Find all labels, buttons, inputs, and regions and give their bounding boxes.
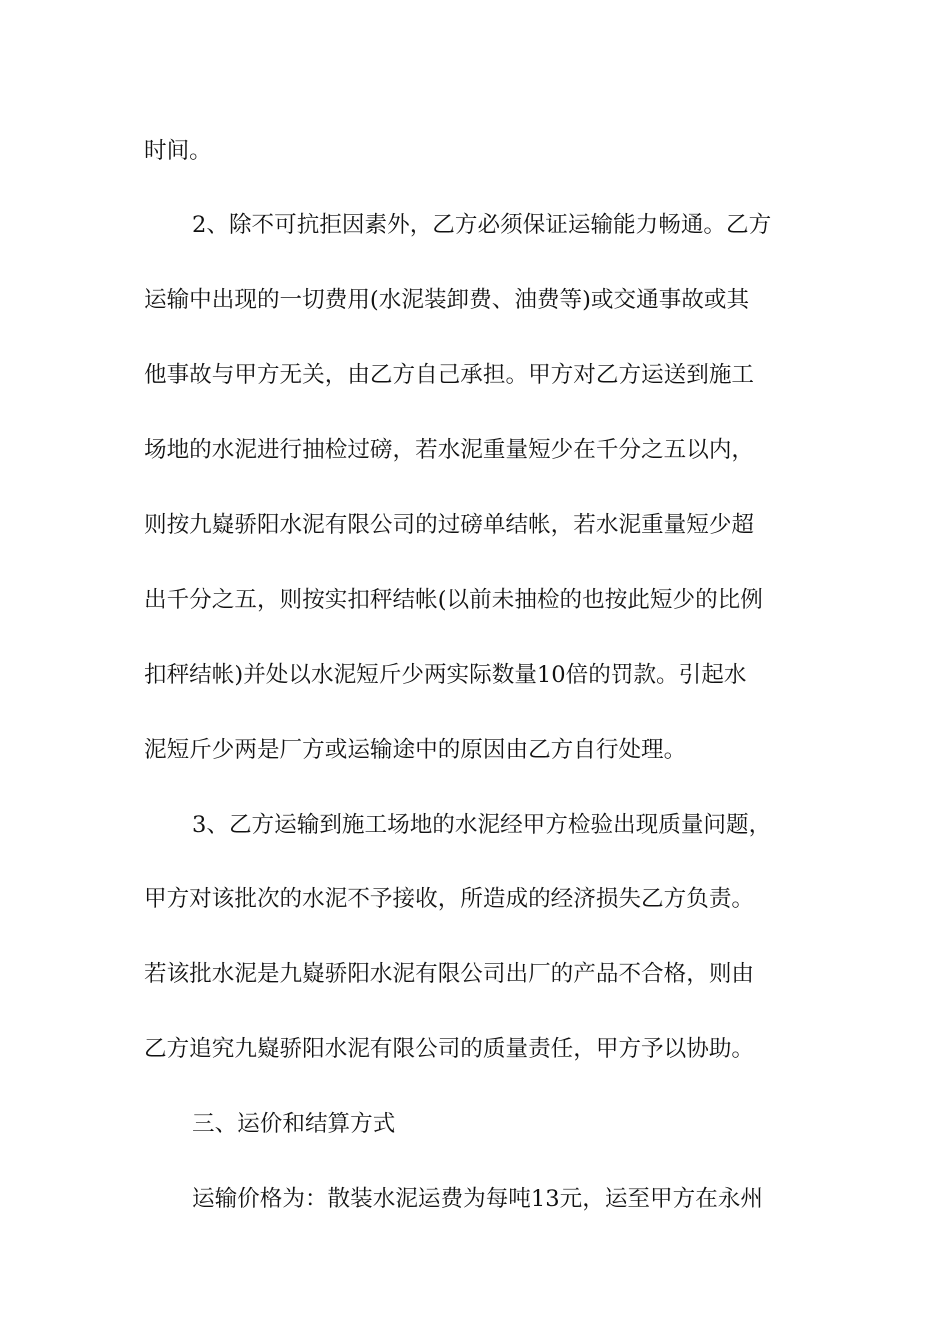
text-line-9: 泥短斤少两是厂方或运输途中的原因由乙方自行处理。 xyxy=(144,737,687,763)
text-line-5: 场地的水泥进行抽检过磅，若水泥重量短少在千分之五以内， xyxy=(144,437,755,463)
text-line-15: 运输价格为：散装水泥运费为每吨13元，运至甲方在永州 xyxy=(192,1186,763,1212)
text-line-13: 乙方追究九嶷骄阳水泥有限公司的质量责任，甲方予以协助。 xyxy=(144,1036,755,1062)
text-line-4: 他事故与甲方无关，由乙方自己承担。甲方对乙方运送到施工 xyxy=(144,362,755,388)
text-line-12: 若该批水泥是九嶷骄阳水泥有限公司出厂的产品不合格，则由 xyxy=(144,961,755,987)
text-line-3: 运输中出现的一切费用(水泥装卸费、油费等)或交通事故或其 xyxy=(144,287,750,313)
text-line-6: 则按九嶷骄阳水泥有限公司的过磅单结帐，若水泥重量短少超 xyxy=(144,512,755,538)
section-heading: 三、运价和结算方式 xyxy=(192,1111,396,1137)
text-line-2: 2、除不可抗拒因素外，乙方必须保证运输能力畅通。乙方 xyxy=(192,212,772,238)
text-line-11: 甲方对该批次的水泥不予接收，所造成的经济损失乙方负责。 xyxy=(144,886,755,912)
text-line-1: 时间。 xyxy=(144,138,212,164)
text-line-7: 出千分之五，则按实扣秤结帐(以前未抽检的也按此短少的比例 xyxy=(144,587,763,613)
text-line-8: 扣秤结帐)并处以水泥短斤少两实际数量10倍的罚款。引起水 xyxy=(144,662,747,688)
text-line-10: 3、乙方运输到施工场地的水泥经甲方检验出现质量问题， xyxy=(192,812,772,838)
